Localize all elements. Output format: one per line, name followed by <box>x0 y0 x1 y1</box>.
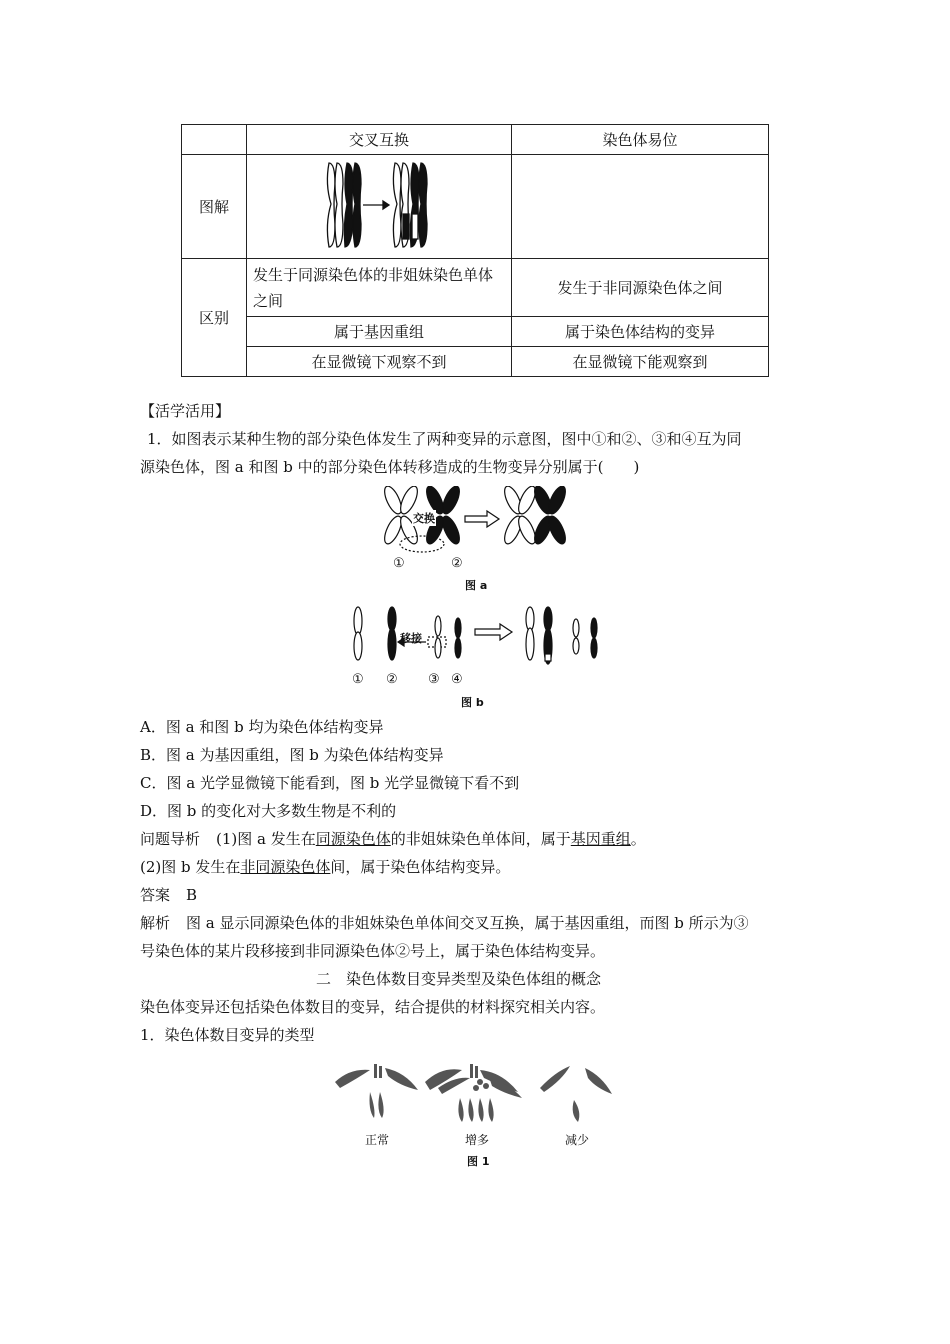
guide-text: (2)图 b 发生在 <box>140 858 241 876</box>
guide-underlined: 非同源染色体 <box>240 858 331 876</box>
guide-text: 。 <box>630 830 646 848</box>
diff-translocation-3: 在显微镜下能观察到 <box>512 347 769 377</box>
figure-a <box>375 486 575 556</box>
option-c: C．图 a 光学显微镜下能看到，图 b 光学显微镜下看不到 <box>140 774 520 792</box>
guide-underlined: 同源染色体 <box>315 830 391 848</box>
guide-line1 <box>140 829 646 849</box>
guide-line2 <box>140 857 510 877</box>
fig-b-label-3: ③ <box>428 672 440 687</box>
option-d: D．图 b 的变化对大多数生物是不利的 <box>140 802 397 820</box>
col-header-crossover: 交叉互换 <box>247 125 512 155</box>
comparison-table <box>181 124 769 377</box>
option-b: B．图 a 为基因重组，图 b 为染色体结构变异 <box>140 746 444 764</box>
section2-intro: 染色体变异还包括染色体数目的变异，结合提供的材料探究相关内容。 <box>140 998 606 1016</box>
diff-crossover-2: 属于基因重组 <box>247 317 512 347</box>
translocation-diagram-cell <box>512 155 769 259</box>
col-header-translocation: 染色体易位 <box>512 125 769 155</box>
move-label: 移接 <box>400 632 422 645</box>
fig-b-label-1: ① <box>352 672 364 687</box>
question-stem-line2: 源染色体，图 a 和图 b 中的部分染色体转移造成的生物变异分别属于( ) <box>140 458 640 476</box>
answer-label: 答案 <box>140 886 171 904</box>
guide-text: 间，属于染色体结构变异。 <box>330 858 511 876</box>
section-tag: 【活学活用】 <box>140 402 231 420</box>
diff-crossover-3: 在显微镜下观察不到 <box>247 347 512 377</box>
fig1-label-increase: 增多 <box>465 1133 490 1147</box>
fig-b-caption: 图 b <box>461 696 484 709</box>
row-label-diagram: 图解 <box>182 155 247 259</box>
subheading-1: 1．染色体数目变异的类型 <box>140 1026 315 1044</box>
guide-label: 问题导析 <box>140 830 201 848</box>
guide-text: 的非姐妹染色单体间，属于 <box>390 830 571 848</box>
exchange-label: 交换 <box>413 512 435 525</box>
fig1-label-normal: 正常 <box>365 1133 390 1147</box>
section2-title: 二 染色体数目变异类型及染色体组的概念 <box>316 970 602 988</box>
crossover-diagram-cell <box>247 155 512 259</box>
answer-line <box>140 885 197 905</box>
row-label-difference: 区别 <box>182 259 247 377</box>
answer-value: B <box>186 886 198 904</box>
analysis-text: 图 a 显示同源染色体的非姐妹染色单体间交叉互换，属于基因重组，而图 b 所示为③ <box>186 914 749 932</box>
diff-translocation-1: 发生于非同源染色体之间 <box>512 259 769 317</box>
fig-a-label-1: ① <box>393 556 405 571</box>
analysis-line2: 号染色体的某片段移接到非同源染色体②号上，属于染色体结构变异。 <box>140 942 606 960</box>
table-corner <box>182 125 247 155</box>
guide-underlined: 基因重组 <box>570 830 631 848</box>
fig-b-label-2: ② <box>386 672 398 687</box>
analysis-label: 解析 <box>140 914 171 932</box>
fig-a-label-2: ② <box>451 556 463 571</box>
option-a: A．图 a 和图 b 均为染色体结构变异 <box>140 718 384 736</box>
fig-b-label-4: ④ <box>451 672 463 687</box>
analysis-line1 <box>140 913 749 933</box>
question-stem-line1: 1．如图表示某种生物的部分染色体发生了两种变异的示意图，图中①和②、③和④互为同 <box>147 430 742 448</box>
crossover-diagram <box>319 159 439 251</box>
fig1-label-decrease: 减少 <box>565 1133 590 1147</box>
fig1-caption: 图 1 <box>467 1155 490 1168</box>
diff-translocation-2: 属于染色体结构的变异 <box>512 317 769 347</box>
figure-1 <box>330 1050 630 1130</box>
diff-crossover-1: 发生于同源染色体的非姐妹染色单体之间 <box>247 259 512 317</box>
guide-text: (1)图 a 发生在 <box>216 830 316 848</box>
figure-b <box>350 604 610 666</box>
fig-a-caption: 图 a <box>465 579 488 592</box>
